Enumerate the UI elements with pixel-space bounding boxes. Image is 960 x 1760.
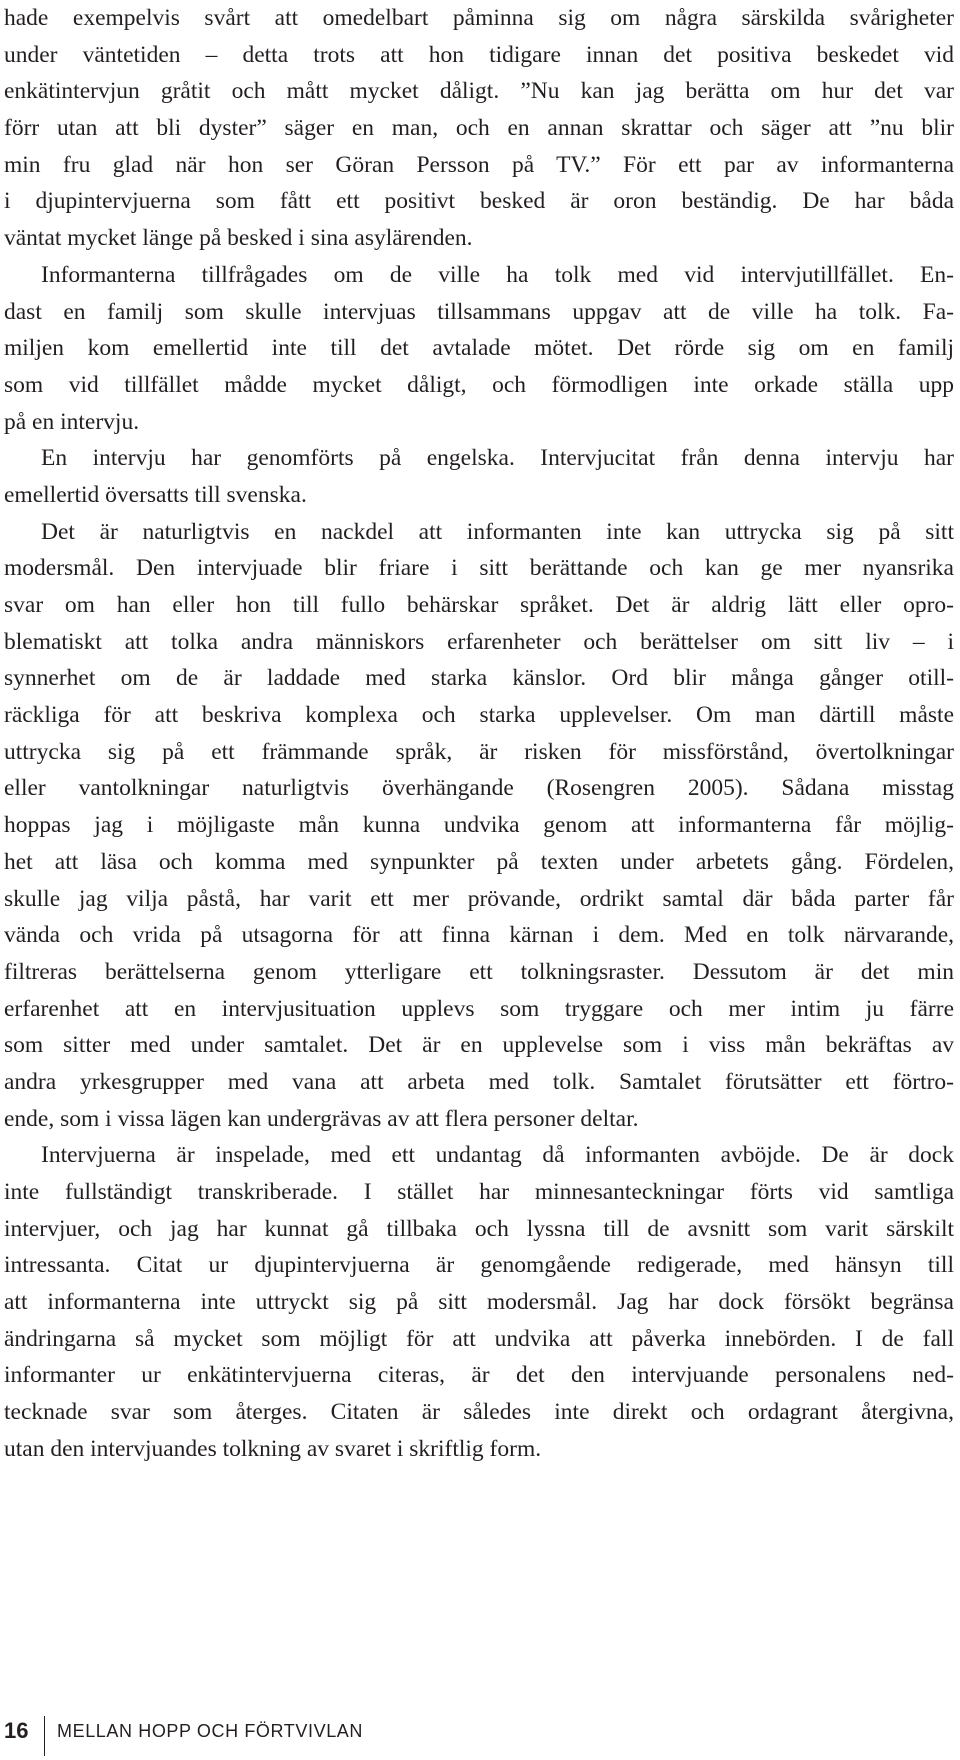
text-line: andra yrkesgrupper med vana att arbeta med tolk. Samtalet förutsätter ett förtro- bbox=[4, 1068, 954, 1095]
text-line: enkätintervjun gråtit och mått mycket dåligt. ”Nu kan jag berätta om hur det var bbox=[4, 78, 954, 105]
text-line: intervjuer, och jag har kunnat gå tillbaka och lyssna till de avsnitt som varit särskilt bbox=[4, 1215, 954, 1242]
text-line: inte fullständigt transkriberade. I stället har minnesanteckningar förts vid samtliga bbox=[4, 1179, 954, 1205]
text-line: räckliga för att beskriva komplexa och starka upplevelser. Om man därtill måste bbox=[4, 702, 954, 729]
text-line: förr utan att bli dyster” säger en man, och en annan skrattar och säger att ”nu blir bbox=[4, 115, 954, 142]
text-line: Informanterna tillfrågades om de ville ha tolk med vid intervjutillfället. En- bbox=[41, 261, 954, 288]
text-line: intressanta. Citat ur djupintervjuerna är genomgående redigerade, med hänsyn till bbox=[4, 1252, 954, 1279]
text-line: min fru glad när hon ser Göran Persson på TV.” För ett par av informanterna bbox=[4, 151, 954, 178]
text-line: blematiskt att tolka andra människors erfarenheter och berättelser om sitt liv – i bbox=[4, 628, 954, 655]
text-line: på en intervju. bbox=[4, 408, 140, 435]
text-line: uttrycka sig på ett främmande språk, är risken för missförstånd, övertolkningar bbox=[4, 738, 954, 765]
text-line: modersmål. Den intervjuade blir friare i sitt berättande och kan ge mer nyansrika bbox=[4, 555, 954, 582]
text-line: eller vantolkningar naturligtvis överhängande (Rosengren 2005). Sådana misstag bbox=[4, 775, 954, 802]
text-line: vända och vrida på utsagorna för att finna kärnan i dem. Med en tolk närvarande, bbox=[4, 922, 954, 949]
text-line: hoppas jag i möjligaste mån kunna undvika genom att informanterna får möjlig- bbox=[4, 812, 954, 839]
text-line: ende, som i vissa lägen kan undergrävas av att flera personer deltar. bbox=[4, 1105, 639, 1132]
text-line: hade exempelvis svårt att omedelbart påminna sig om några särskilda svårigheter bbox=[4, 5, 954, 31]
text-line: som sitter med under samtalet. Det är en upplevelse som i viss mån bekräftas av bbox=[4, 1032, 954, 1059]
text-line: erfarenhet att en intervjusituation upplevs som tryggare och mer intim ju färre bbox=[4, 995, 954, 1022]
text-line: Det är naturligtvis en nackdel att informanten inte kan uttrycka sig på sitt bbox=[41, 518, 954, 545]
body-text bbox=[4, 0, 954, 1468]
text-line: ändringarna så mycket som möjligt för att undvika att påverka innebörden. I de fall bbox=[4, 1325, 954, 1352]
footer-divider bbox=[44, 1716, 45, 1756]
text-line: som vid tillfället mådde mycket dåligt, och förmodligen inte orkade ställa upp bbox=[4, 371, 954, 398]
text-line: dast en familj som skulle intervjuas tillsammans uppgav att de ville ha tolk. Fa- bbox=[4, 298, 954, 325]
text-line: i djupintervjuerna som fått ett positivt besked är oron beständig. De har båda bbox=[4, 188, 954, 215]
text-line: under väntetiden – detta trots att hon tidigare innan det positiva beskedet vid bbox=[4, 41, 954, 68]
text-line: En intervju har genomförts på engelska. Intervjucitat från denna intervju har bbox=[41, 445, 954, 472]
page-number: 16 bbox=[4, 1718, 29, 1743]
text-line: filtreras berättelserna genom ytterligare ett tolkningsraster. Dessutom är det min bbox=[4, 958, 954, 985]
text-line: att informanterna inte uttryckt sig på sitt modersmål. Jag har dock försökt begränsa bbox=[4, 1289, 954, 1316]
text-line: tecknade svar som återges. Citaten är således inte direkt och ordagrant återgivna, bbox=[4, 1399, 954, 1426]
text-line: skulle jag vilja påstå, har varit ett mer prövande, ordrikt samtal där båda parter får bbox=[4, 885, 954, 912]
text-line: het att läsa och komma med synpunkter på texten under arbetets gång. Fördelen, bbox=[4, 848, 954, 875]
running-title: MELLAN HOPP OCH FÖRTVIVLAN bbox=[57, 1721, 364, 1741]
text-line: emellertid översatts till svenska. bbox=[4, 481, 307, 508]
text-line: svar om han eller hon till fullo behärskar språket. Det är aldrig lätt eller opro- bbox=[4, 592, 954, 618]
text-line: miljen kom emellertid inte till det avtalade mötet. Det rörde sig om en familj bbox=[4, 335, 954, 362]
text-line: utan den intervjuandes tolkning av svaret i skriftlig form. bbox=[4, 1435, 542, 1462]
text-line: synnerhet om de är laddade med starka känslor. Ord blir många gånger otill- bbox=[4, 665, 954, 692]
text-line: informanter ur enkätintervjuerna citeras, är det den intervjuande personalens ned- bbox=[4, 1362, 954, 1389]
text-line: Intervjuerna är inspelade, med ett undantag då informanten avböjde. De är dock bbox=[41, 1142, 954, 1169]
text-line: väntat mycket länge på besked i sina asylärenden. bbox=[4, 225, 473, 252]
page-footer bbox=[0, 1716, 960, 1760]
